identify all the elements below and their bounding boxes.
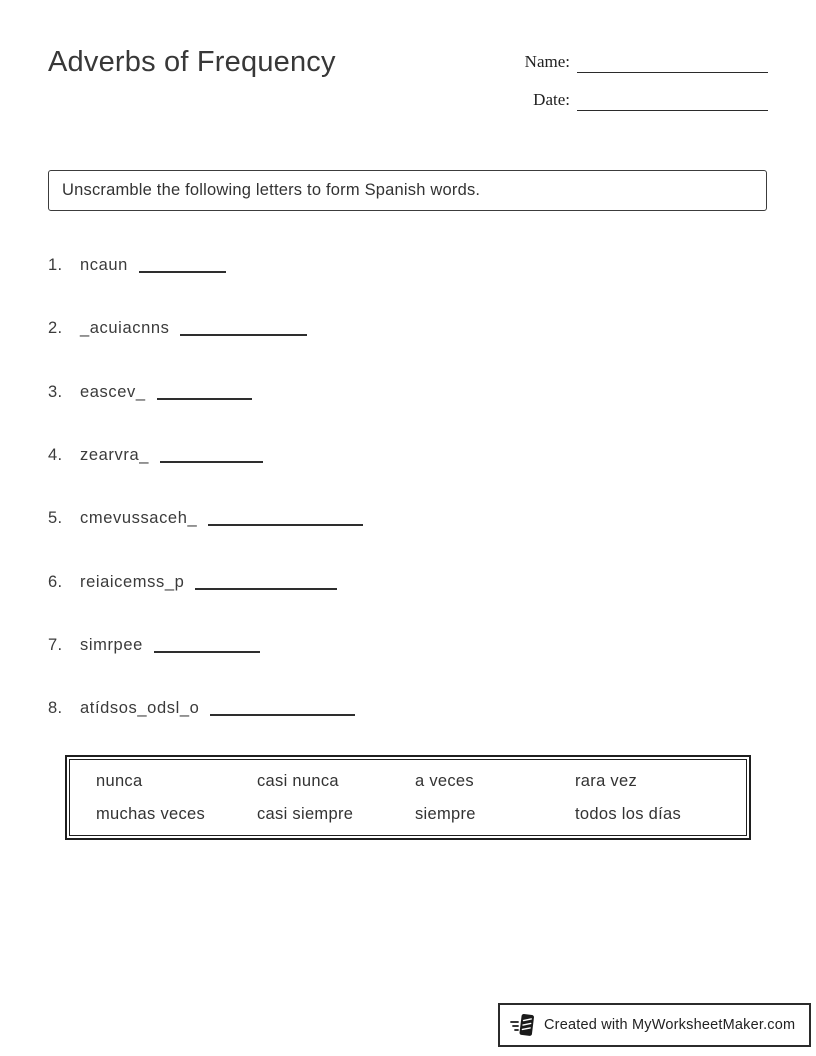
worksheetmaker-logo-icon	[509, 1011, 537, 1039]
unscramble-item-4	[48, 443, 263, 465]
page-title: Adverbs of Frequency	[48, 46, 336, 78]
item-number: 2.	[48, 319, 63, 337]
instructions-text: Unscramble the following letters to form Spanish words.	[62, 181, 481, 199]
answer-blank-line	[208, 524, 363, 526]
answer-blank-line	[210, 714, 355, 716]
word-bank-entry: nunca	[96, 772, 143, 790]
scrambled-word: eascev_	[80, 383, 146, 401]
answer-blank-line	[195, 588, 337, 590]
answer-blank-line	[160, 461, 263, 463]
item-number: 7.	[48, 636, 63, 654]
word-bank-entry: todos los días	[575, 805, 682, 823]
credit-text: Created with MyWorksheetMaker.com	[544, 1017, 796, 1033]
answer-blank-line	[154, 651, 260, 653]
answer-blank-line	[139, 271, 226, 273]
scrambled-word: simrpee	[80, 636, 143, 654]
name-blank-line	[577, 72, 768, 73]
word-bank-inner-border	[69, 759, 747, 836]
word-bank-entry: casi siempre	[257, 805, 354, 823]
unscramble-item-2	[48, 316, 307, 338]
word-bank-entry: rara vez	[575, 772, 638, 790]
scrambled-word: ncaun	[80, 256, 128, 274]
item-number: 3.	[48, 383, 63, 401]
instructions-box	[48, 170, 767, 211]
scrambled-word: _acuiacnns	[80, 319, 170, 337]
word-bank	[65, 755, 751, 840]
credit-box	[498, 1003, 811, 1047]
item-number: 5.	[48, 509, 63, 527]
scrambled-word: reiaicemss_p	[80, 573, 185, 591]
date-label: Date:	[533, 90, 570, 109]
unscramble-item-5	[48, 506, 363, 528]
item-number: 4.	[48, 446, 63, 464]
word-bank-entry: a veces	[415, 772, 474, 790]
item-number: 8.	[48, 699, 63, 717]
unscramble-item-8	[48, 696, 355, 718]
unscramble-item-6	[48, 570, 337, 592]
scrambled-word: atídsos_odsl_o	[80, 699, 200, 717]
answer-blank-line	[157, 398, 252, 400]
unscramble-item-7	[48, 633, 260, 655]
item-number: 1.	[48, 256, 63, 274]
date-blank-line	[577, 110, 768, 111]
name-field	[508, 52, 768, 74]
answer-blank-line	[180, 334, 307, 336]
word-bank-entry: muchas veces	[96, 805, 206, 823]
unscramble-item-1	[48, 253, 226, 275]
unscramble-item-3	[48, 380, 252, 402]
item-number: 6.	[48, 573, 63, 591]
scrambled-word: cmevussaceh_	[80, 509, 198, 527]
word-bank-entry: casi nunca	[257, 772, 339, 790]
name-label: Name:	[524, 52, 570, 71]
word-bank-entry: siempre	[415, 805, 476, 823]
date-field	[508, 90, 768, 112]
scrambled-word: zearvra_	[80, 446, 149, 464]
